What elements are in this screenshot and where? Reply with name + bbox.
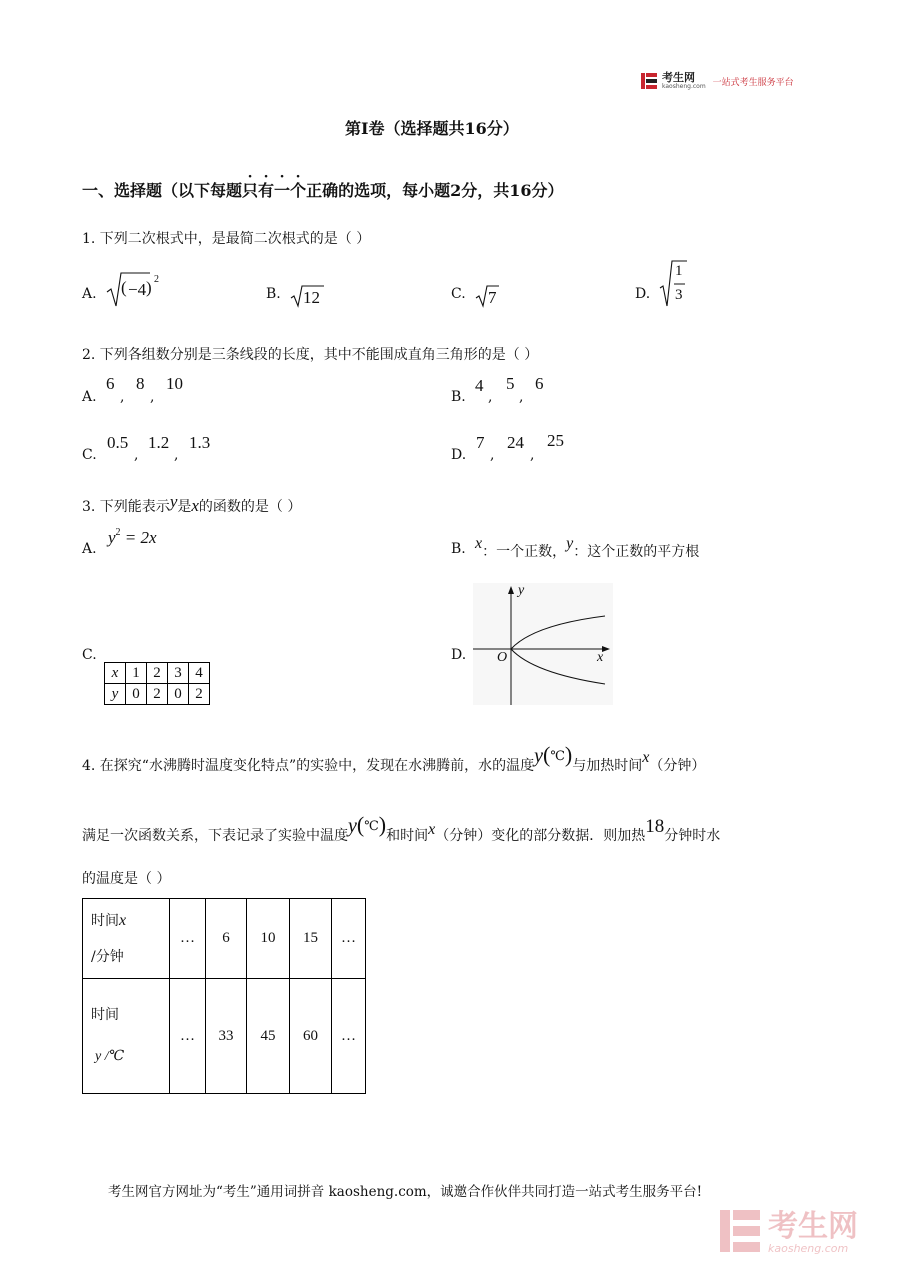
table-cell: …	[170, 899, 206, 979]
q3-a-y: y	[108, 528, 116, 547]
table-cell: 10	[247, 899, 290, 979]
q1-option-d-label: D.	[635, 286, 651, 302]
q2-d-val1: 7	[476, 433, 485, 452]
dotted-char: 只	[242, 181, 259, 200]
q3-var-x: x	[191, 496, 199, 515]
q2-option-a-label: A.	[82, 389, 97, 405]
q3-option-c-label: C.	[82, 647, 97, 663]
table-cell: 4	[189, 663, 210, 684]
watermark-text	[768, 1208, 858, 1255]
q4-line2-mid: 和时间	[386, 828, 429, 844]
row2-head2: y /℃	[95, 1049, 125, 1064]
q1-option-a-label: A.	[82, 286, 97, 302]
footer-text: 考生网官方网址为“考生”通用词拼音 kaosheng.com，诚邀合作伙伴共同打造一站式考生服务平台!	[108, 1184, 703, 1200]
table-row	[83, 979, 366, 1094]
q3-option-b-label: B.	[451, 541, 466, 557]
dotted-char: 个	[290, 181, 307, 200]
q1-option-b-label: B.	[266, 286, 281, 302]
q2-b-val1: 4	[475, 376, 484, 395]
q3-stem-mid: 是	[177, 499, 192, 515]
q2-c-val2: 1.2	[148, 433, 170, 452]
table-cell: …	[332, 899, 366, 979]
q2-a-val1: 6	[106, 374, 115, 393]
graph-y-label: y	[518, 583, 525, 598]
q3-stem-post: 的函数的是（ ）	[198, 499, 302, 515]
table-cell: …	[170, 979, 206, 1094]
table-row	[105, 684, 210, 705]
part-heading	[82, 178, 563, 201]
q1-option-a-radical: ( −4 ) 2	[106, 270, 168, 310]
q3-b-var-y: y	[566, 535, 574, 552]
q3-b-text2: ：这个正数的平方根	[573, 544, 700, 560]
table-cell: 33	[206, 979, 247, 1094]
q4-line2-num: 18	[645, 816, 665, 837]
q4-line2-pre: 满足一次函数关系，下表记录了实验中温度	[82, 828, 348, 844]
q2-a-val3: 10	[166, 374, 183, 393]
q2-b-sep2: ,	[519, 389, 524, 405]
dotted-char: 有	[258, 181, 275, 200]
q4-line3: 的温度是（ ）	[82, 871, 171, 887]
q1-b-rad: 12	[303, 288, 320, 307]
q4-line1-post: （分钟）	[649, 758, 706, 774]
q3-stem	[82, 492, 302, 516]
table-cell: 15	[290, 899, 332, 979]
q4-line2-mid2: （分钟）变化的部分数据．则加热	[435, 828, 646, 844]
q2-d-sep1: ,	[490, 447, 495, 463]
q3-b-var-x: x	[475, 535, 483, 552]
q2-option-b-label: B.	[451, 389, 466, 405]
q1-a-exp: 2	[154, 274, 159, 285]
table-cell: 0	[126, 684, 147, 705]
q1-c-rad: 7	[488, 288, 497, 307]
kaosheng-logo-icon	[640, 72, 658, 90]
q4-line1-pre: 4. 在探究“水沸腾时温度变化特点”的实验中，发现在水沸腾前，水的温度	[82, 758, 535, 774]
q2-d-val3: 25	[547, 431, 564, 450]
q1-option-d-radical	[659, 258, 691, 310]
q4-data-table	[82, 898, 366, 1094]
q2-c-sep1: ,	[134, 447, 139, 463]
watermark-logo-icon	[718, 1208, 762, 1258]
row2-head1: 时间	[91, 1007, 119, 1023]
q4-line2-var-x: x	[428, 821, 436, 838]
q2-c-val3: 1.3	[189, 433, 211, 452]
table-cell: 1	[126, 663, 147, 684]
q2-d-val2: 24	[507, 433, 524, 452]
watermark	[718, 1208, 858, 1258]
q3-b-text	[475, 535, 700, 560]
table-cell: 6	[206, 899, 247, 979]
q4-line2-unit: ℃	[364, 819, 379, 834]
q4-line2-post: 分钟时水	[664, 828, 721, 844]
q3-c-table	[104, 662, 210, 705]
q2-b-val3: 6	[535, 374, 544, 393]
watermark-domain: kaosheng.com	[768, 1241, 849, 1255]
table-header-cell	[83, 899, 170, 979]
table-cell: 45	[247, 979, 290, 1094]
row1-head2: /分钟	[91, 948, 124, 965]
q2-option-c-label: C.	[82, 447, 97, 463]
q2-a-val2: 8	[136, 374, 145, 393]
table-row	[105, 663, 210, 684]
q2-option-d-label: D.	[451, 447, 467, 463]
table-cell: 2	[189, 684, 210, 705]
q2-a-sep1: ,	[120, 389, 125, 405]
logo-domain: kaosheng.com	[662, 83, 706, 90]
q1-stem: 1. 下列二次根式中，是最简二次根式的是（ ）	[82, 231, 371, 247]
part-heading-pre: 一、选择题（以下每题	[82, 181, 243, 200]
q3-option-a-label: A.	[82, 541, 97, 557]
q2-stem: 2. 下列各组数分别是三条线段的长度，其中不能围成直角三角形的是（ ）	[82, 347, 539, 363]
q1-option-c-label: C.	[451, 286, 466, 302]
logo-text	[662, 72, 706, 90]
row1-var: x	[119, 911, 127, 929]
q1-a-inner: −4	[128, 280, 147, 299]
q3-d-graph	[473, 583, 613, 705]
logo-slogan: 一站式考生服务平台	[712, 77, 794, 88]
logo-name: 考生网	[662, 71, 695, 84]
q4-line2-var-y: y	[348, 815, 357, 837]
table-cell: 2	[147, 663, 168, 684]
table-row	[83, 899, 366, 979]
q2-c-val1: 0.5	[107, 433, 129, 452]
table-cell: 60	[290, 979, 332, 1094]
graph-x-label: x	[597, 650, 604, 665]
q1-option-b-radical	[290, 284, 330, 308]
table-cell: 3	[168, 663, 189, 684]
q4-var-y: y	[534, 745, 544, 767]
q2-b-val2: 5	[506, 374, 515, 393]
q3-b-text1: ：一个正数，	[482, 544, 567, 560]
q4-line1: 4. 在探究“水沸腾时温度变化特点”的实验中，发现在水沸腾前，水的温度y(℃)与加热时间x（分钟）	[82, 742, 706, 774]
watermark-name: 考生网	[768, 1208, 858, 1244]
graph-origin-label: O	[497, 650, 508, 665]
q4-unit: ℃	[550, 749, 565, 764]
q3-option-d-label: D.	[451, 647, 467, 663]
table-cell: 0	[168, 684, 189, 705]
q1-option-c-radical	[475, 284, 505, 308]
q4-line1-mid: 与加热时间	[572, 758, 643, 774]
part-heading-post: 正确的选项，每小题2分，共16分）	[306, 181, 564, 200]
table-cell: x	[105, 663, 126, 684]
q3-a-expr	[108, 528, 157, 548]
header-logo[interactable]	[640, 72, 794, 90]
dotted-char: 一	[274, 181, 291, 200]
row1-head1: 时间	[91, 912, 119, 929]
q4-line2: 满足一次函数关系，下表记录了实验中温度y(℃)和时间x（分钟）变化的部分数据．则加热18分钟时水	[82, 812, 721, 844]
section-title: 第Ⅰ卷（选择题共16分）	[345, 119, 519, 138]
q4-var-x: x	[642, 749, 650, 766]
q3-stem-pre: 3. 下列能表示	[82, 499, 170, 515]
q2-c-sep2: ,	[174, 447, 179, 463]
table-cell: y	[105, 684, 126, 705]
table-cell: 2	[147, 684, 168, 705]
q3-a-exp: 2	[115, 527, 121, 538]
table-header-cell	[83, 979, 170, 1094]
q1-d-num: 1	[675, 263, 683, 279]
q1-d-den: 3	[675, 287, 683, 303]
q3-var-y: y	[169, 492, 178, 511]
q2-b-sep1: ,	[488, 389, 493, 405]
q2-a-sep2: ,	[150, 389, 155, 405]
q2-d-sep2: ,	[530, 447, 535, 463]
table-cell: …	[332, 979, 366, 1094]
q3-a-rest: = 2x	[120, 528, 157, 547]
